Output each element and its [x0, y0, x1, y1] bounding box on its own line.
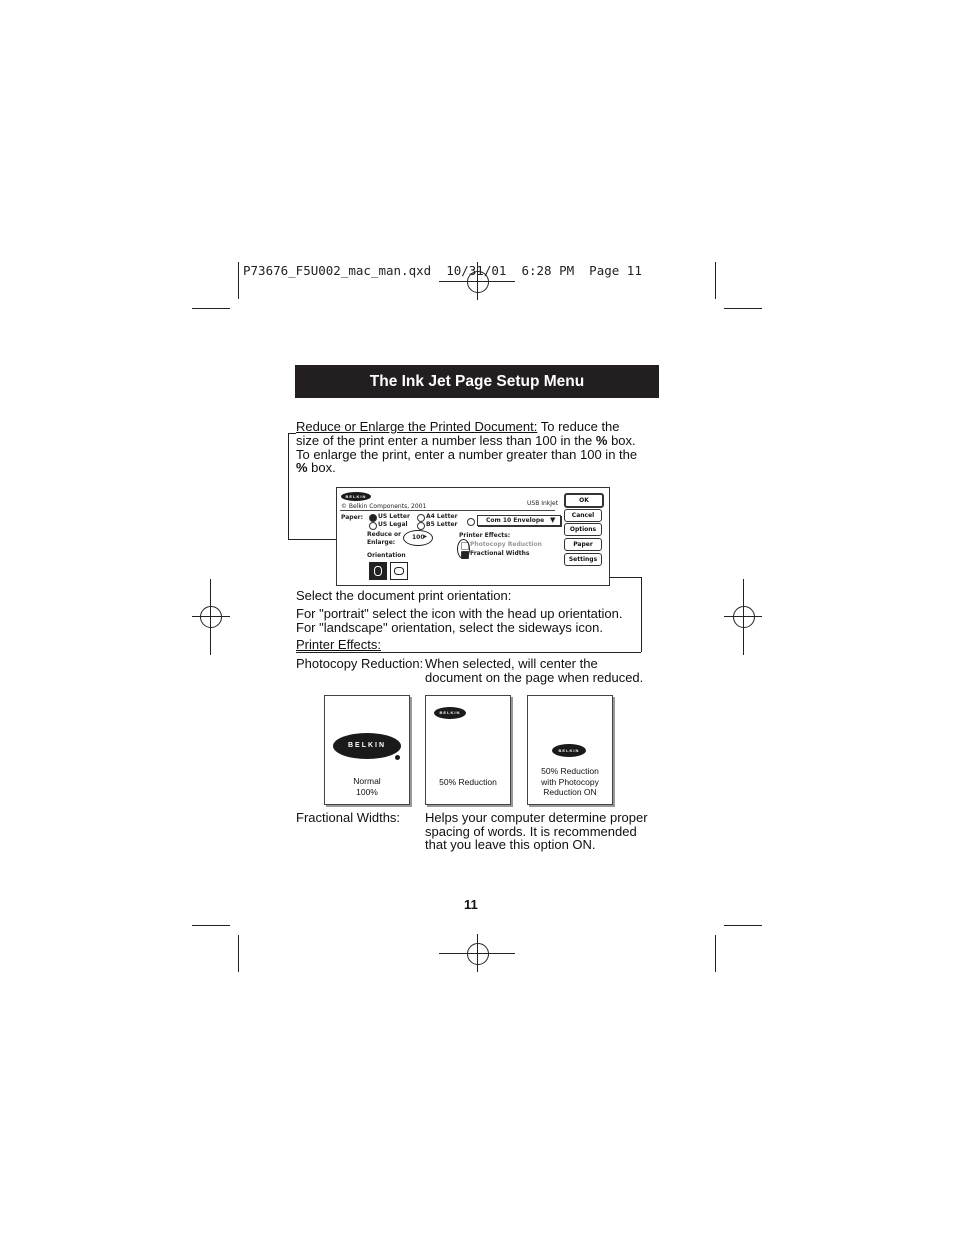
- sample-caption-half: 50% Reduction: [439, 777, 497, 787]
- page-number: 11: [464, 897, 478, 912]
- page-setup-dialog: BELKIN © Belkin Components, 2001 USB InkJet Paper: US Letter A4 Letter US Legal B5 Letter Com 10 Envelope ▼ Reduce or Enlarge: 100 ▸ Orientation Printer Effects: Photocopy Reduction Fractional Widths OK Cancel Options Paper Settings: [336, 487, 610, 586]
- paper-a4-letter-radio[interactable]: [417, 514, 425, 522]
- reduce-callout-line-h: [288, 433, 296, 434]
- cancel-button[interactable]: Cancel: [564, 509, 602, 522]
- paper-us-letter-radio[interactable]: [369, 514, 377, 522]
- photocopy-term: Photocopy Reduction:: [296, 656, 424, 671]
- envelope-select[interactable]: Com 10 Envelope ▼: [477, 515, 561, 526]
- sample-page-half: [425, 695, 511, 805]
- chevron-down-icon: ▼: [550, 516, 556, 524]
- paper-button[interactable]: Paper: [564, 538, 602, 551]
- printer-effects-label: Printer Effects:: [459, 532, 511, 539]
- paper-envelope-radio[interactable]: [467, 518, 475, 526]
- intro-paragraph: Reduce or Enlarge the Printed Document: To reduce the size of the print enter a number less than 100 in the % box. To enlarge the print, enter a number greater than 100 in the % box.: [296, 419, 638, 476]
- belkin-logo-centered: BELKIN: [552, 744, 586, 757]
- photocopy-reduction-label: Photocopy Reduction: [470, 541, 542, 548]
- paper-b5-letter-radio[interactable]: [417, 522, 425, 530]
- orientation-label: Orientation: [367, 552, 406, 559]
- photocopy-desc-2: document on the page when reduced.: [425, 670, 644, 685]
- fractional-widths-label: Fractional Widths: [470, 550, 530, 557]
- sample-caption-photocopy-1: 50% Reduction: [541, 766, 599, 776]
- file-slug: P73676_F5U002_mac_man.qxd 10/31/01 6:28 PM Page 11: [243, 263, 642, 278]
- sample-page-photocopy: [527, 695, 613, 805]
- enlarge-label: Enlarge:: [367, 539, 396, 546]
- portrait-icon[interactable]: [369, 562, 387, 580]
- sample-page-normal: [324, 695, 410, 805]
- sample-caption-normal-1: Normal: [353, 776, 381, 786]
- fractional-desc-1: Helps your computer determine proper: [425, 810, 648, 825]
- landscape-icon[interactable]: [390, 562, 408, 580]
- reduce-callout-line: [288, 433, 289, 539]
- effects-callout-line-r: [641, 577, 642, 652]
- paper-us-legal-radio[interactable]: [369, 522, 377, 530]
- belkin-logo: BELKIN: [341, 492, 371, 501]
- orientation-portrait-text: For "portrait" select the icon with the head up orientation.: [296, 606, 623, 621]
- paper-label: Paper:: [341, 514, 364, 521]
- printer-name: USB InkJet: [527, 500, 559, 507]
- fractional-desc-3: that you leave this option ON.: [425, 837, 596, 852]
- sample-caption-photocopy-3: Reduction ON: [543, 787, 597, 797]
- photocopy-desc-1: When selected, will center the: [425, 656, 598, 671]
- sample-caption-normal-2: 100%: [356, 787, 378, 797]
- percent-arrow-icon: ▸: [424, 533, 428, 540]
- fractional-term: Fractional Widths:: [296, 810, 401, 825]
- copyright-text: © Belkin Components, 2001: [341, 503, 427, 510]
- intro-heading: Reduce or Enlarge the Printed Document:: [296, 419, 538, 434]
- belkin-logo-large: BELKIN: [333, 733, 401, 759]
- settings-button[interactable]: Settings: [564, 553, 602, 566]
- registered-mark-icon: [395, 755, 400, 760]
- printer-effects-heading: Printer Effects:: [296, 637, 382, 652]
- reduce-label: Reduce or: [367, 531, 402, 538]
- effects-highlight-oval: [457, 539, 470, 559]
- orientation-landscape-text: For "landscape" orientation, select the sideways icon.: [296, 620, 603, 635]
- options-button[interactable]: Options: [564, 523, 602, 536]
- sample-caption-photocopy-2: with Photocopy: [541, 777, 599, 787]
- fractional-desc-2: spacing of words. It is recommended: [425, 824, 637, 839]
- reduce-percent-field[interactable]: 100 ▸: [403, 530, 433, 546]
- effects-callout-line-b: [296, 652, 641, 653]
- belkin-logo-small: BELKIN: [434, 707, 466, 719]
- orientation-intro: Select the document print orientation:: [296, 588, 512, 603]
- page-title: The Ink Jet Page Setup Menu: [295, 365, 659, 398]
- ok-button[interactable]: OK: [564, 493, 604, 508]
